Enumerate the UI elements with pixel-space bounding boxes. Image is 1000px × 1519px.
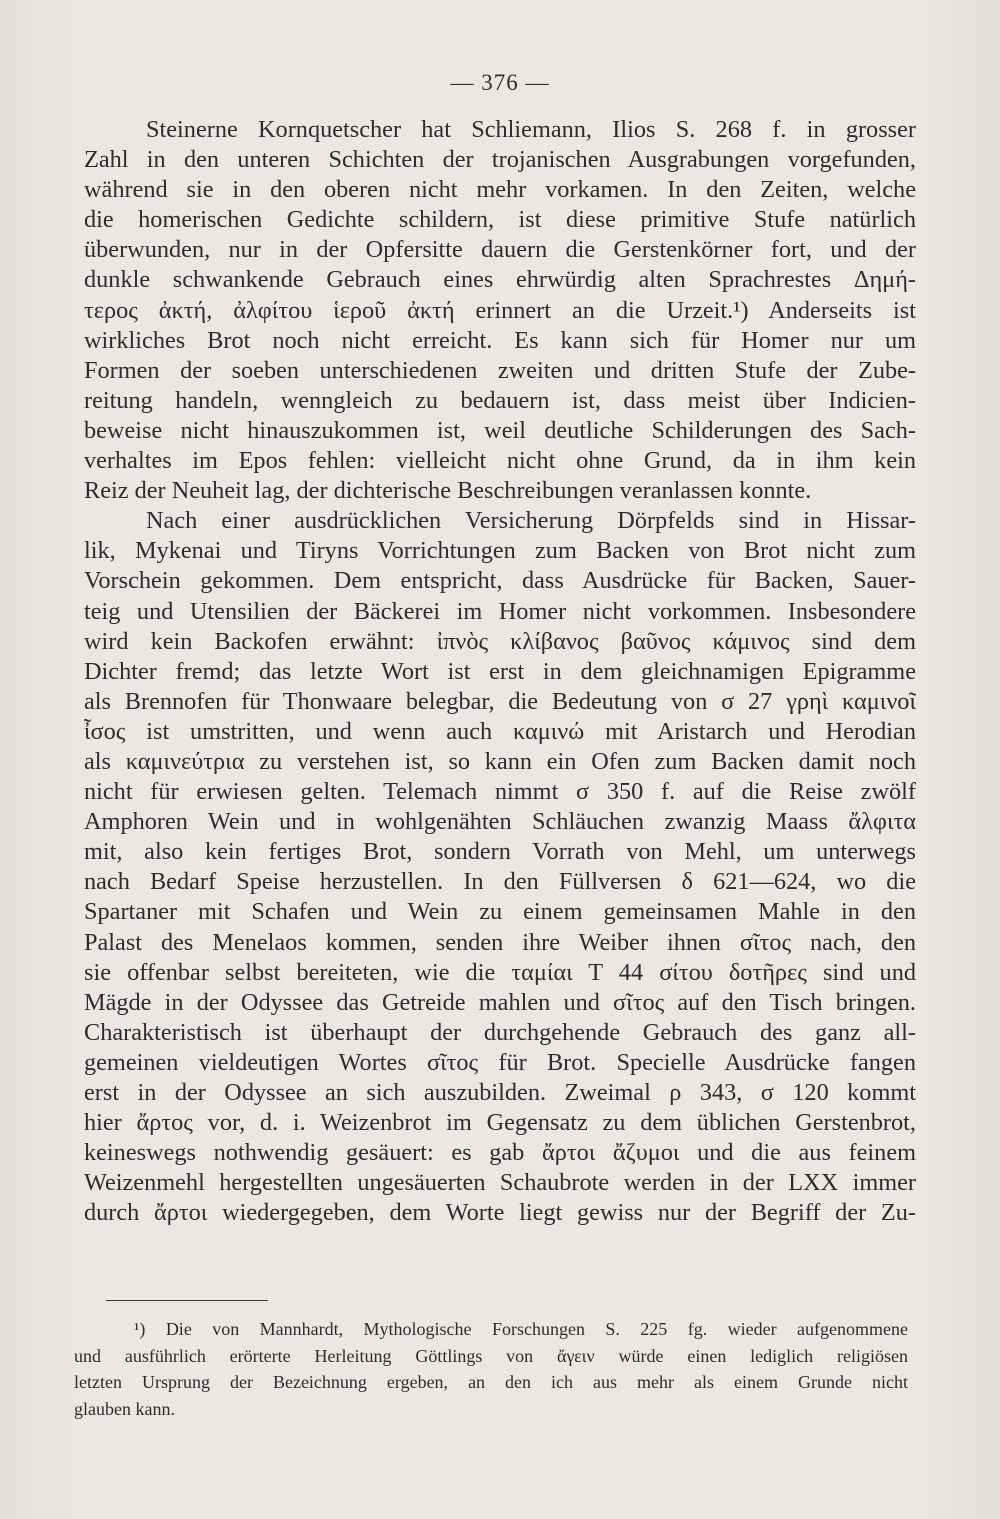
text-line: verhaltes im Epos fehlen: vielleicht nicht ohne Grund, da in ihm kein (84, 447, 916, 475)
footnote-line: letzten Ursprung der Bezeichnung ergeben, an den ich aus mehr als einem Grunde nicht (74, 1372, 908, 1392)
text-line: Mägde in der Odyssee das Getreide mahlen und σῖτος auf den Tisch bringen. (84, 988, 916, 1016)
text-line: Dichter fremd; das letzte Wort ist erst in dem gleichnamigen Epigramme (84, 657, 916, 685)
text-line: Reiz der Neuheit lag, der dichterische Beschreibungen veranlassen konnte. (84, 477, 812, 505)
page-number: — 376 — (450, 70, 550, 95)
text-line: während sie in den oberen nicht mehr vorkamen. In den Zeiten, welche (84, 176, 916, 204)
text-line: Vorschein gekommen. Dem entspricht, dass Ausdrücke für Backen, Sauer- (84, 567, 916, 595)
text-line: nach Bedarf Speise herzustellen. In den Füllversen δ 621—624, wo die (84, 868, 916, 896)
footnotes (74, 1316, 908, 1422)
text-line: teig und Utensilien der Bäckerei im Homer nicht vorkommen. Insbesondere (84, 597, 916, 625)
text-line: beweise nicht hinauszukommen ist, weil deutliche Schilderungen des Sach- (84, 416, 916, 444)
text-line: Charakteristisch ist überhaupt der durchgehende Gebrauch des ganz all- (84, 1018, 916, 1046)
text-line: nicht für erwiesen gelten. Telemach nimmt σ 350 f. auf die Reise zwölf (84, 778, 916, 806)
text-line: keineswegs nothwendig gesäuert: es gab ἄρτοι ἄζυμοι und die aus feinem (84, 1139, 916, 1167)
text-line: durch ἄρτοι wiedergegeben, dem Worte liegt gewiss nur der Begriff der Zu- (84, 1199, 916, 1227)
text-line: überwunden, nur in der Opfersitte dauern die Gerstenkörner fort, und der (84, 236, 916, 264)
text-line: gemeinen vieldeutigen Wortes σῖτος für Brot. Specielle Ausdrücke fangen (84, 1048, 916, 1076)
text-line: wird kein Backofen erwähnt: ἰπνὸς κλίβανος βαῦνος κάμινος sind dem (84, 627, 916, 655)
text-line: Weizenmehl hergestellten ungesäuerten Schaubrote werden in der LXX immer (84, 1169, 916, 1197)
footnote-line: glauben kann. (74, 1398, 175, 1419)
text-line: dunkle schwankende Gebrauch eines ehrwürdig alten Sprachrestes Δημή- (84, 266, 916, 294)
text-line: wirkliches Brot noch nicht erreicht. Es kann sich für Homer nur um (84, 326, 916, 354)
body-text (84, 115, 916, 1228)
text-line: erst in der Odyssee an sich auszubilden. Zweimal ρ 343, σ 120 kommt (84, 1079, 916, 1106)
text-line: Zahl in den unteren Schichten der trojanischen Ausgrabungen vorgefunden, (84, 146, 916, 174)
text-line: als καμινεύτρια zu verstehen ist, so kann ein Ofen zum Backen damit noch (84, 747, 916, 775)
text-line: mit, also kein fertiges Brot, sondern Vorrath von Mehl, um unterwegs (84, 838, 916, 866)
text-line: Amphoren Wein und in wohlgenähten Schläuchen zwanzig Maass ἄλφιτα (84, 808, 916, 836)
text-line: als Brennofen für Thonwaare belegbar, die Bedeutung von σ 27 γρηὶ καμινοῖ (84, 687, 916, 715)
text-line: τερος ἀκτή, ἀλφίτου ἱεροῦ ἀκτή erinnert an die Urzeit.¹) Anderseits ist (84, 296, 916, 324)
text-line: die homerischen Gedichte schildern, ist diese primitive Stufe natürlich (84, 206, 916, 234)
text-line: sie offenbar selbst bereiteten, wie die ταμίαι Τ 44 σίτου δοτῆρες sind und (84, 958, 916, 986)
text-line: Steinerne Kornquetscher hat Schliemann, Ilios S. 268 f. in grosser (146, 116, 916, 143)
text-line: reitung handeln, wenngleich zu bedauern ist, dass meist über Indicien- (84, 386, 916, 414)
text-line: Nach einer ausdrücklichen Versicherung Dörpfelds sind in Hissar- (146, 507, 916, 535)
text-line: ἶσος ist umstritten, und wenn auch καμινώ mit Aristarch und Herodian (84, 717, 916, 745)
footnote-separator (106, 1300, 268, 1301)
text-line: Formen der soeben unterschiedenen zweiten und dritten Stufe der Zube- (84, 356, 916, 384)
text-line: lik, Mykenai und Tiryns Vorrichtungen zum Backen von Brot nicht zum (84, 537, 916, 565)
text-line: Palast des Menelaos kommen, senden ihre Weiber ihnen σῖτος nach, den (84, 928, 916, 956)
footnote-line: und ausführlich erörterte Herleitung Göttlings von ἄγειν würde einen lediglich religiösen (74, 1345, 908, 1366)
text-line: hier ἄρτος vor, d. i. Weizenbrot im Gegensatz zu dem üblichen Gerstenbrot, (84, 1109, 916, 1137)
footnote-line: ¹) Die von Mannhardt, Mythologische Forschungen S. 225 fg. wieder aufgenommene (134, 1319, 908, 1339)
text-line: Spartaner mit Schafen und Wein zu einem gemeinsamen Mahle in den (84, 898, 916, 926)
